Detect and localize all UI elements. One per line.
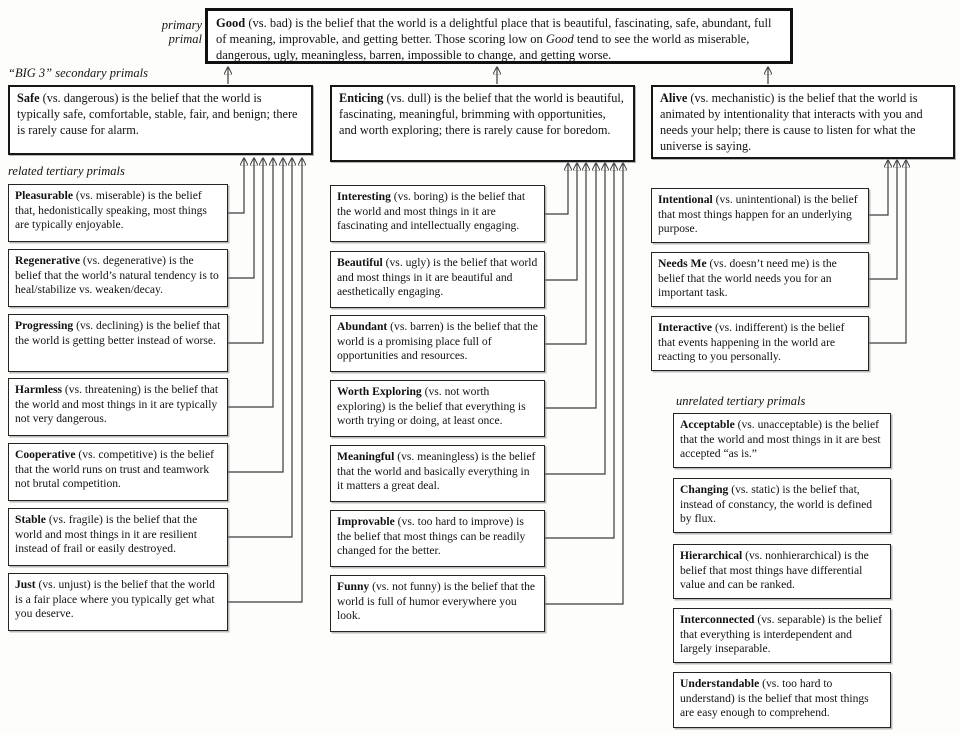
primal-term: Good [216,16,246,30]
label-primary-primal: primary primal [161,18,202,47]
label-related-tertiary: related tertiary primals [8,164,125,178]
primal-term: Alive [660,91,688,105]
primal-definition [658,257,862,301]
primal-box-regenerative [8,249,228,307]
primal-box-funny [330,575,545,632]
primal-definition [680,549,884,593]
primal-term: Improvable [337,515,395,528]
connector-worth-exploring [545,164,596,408]
primal-box-enticing [330,85,635,162]
primal-term: Just [15,578,36,591]
primal-box-safe [8,85,313,155]
primal-term: Interconnected [680,613,755,626]
primal-text: (vs. nonhierarchical) is the belief that most things have differential value and can be ranked. [680,549,869,592]
primal-box-harmless [8,378,228,436]
primal-text: (vs. fragile) is the belief that the world and most things in it are resilient instead of frail or easily destroyed. [15,513,198,556]
primal-term: Intentional [658,193,713,206]
primal-text: (vs. meaningless) is the belief that the world and basically everything in it matters a great deal. [337,450,536,493]
primal-term: Abundant [337,320,388,333]
primal-term: Changing [680,483,729,496]
primal-text: (vs. barren) is the belief that the world is a promising place full of opportunities and resources. [337,320,538,363]
primal-box-interesting [330,185,545,242]
connector-regenerative [228,159,254,278]
primal-box-improvable [330,510,545,567]
primal-text: (vs. unintentional) is the belief that most things happen for an underlying purpose. [658,193,858,236]
primal-term: Safe [17,91,40,105]
primal-text: (vs. competitive) is the belief that the world runs on trust and teamwork not brutal competition. [15,448,214,491]
primal-text: (vs. static) is the belief that, instead of constancy, the world is defined by flux. [680,483,873,526]
primal-definition [15,383,221,427]
primal-text: (vs. mechanistic) is the belief that the world is animated by intentionality that interacts with you and needs your help; there is cause to listen for what the universe is saying. [660,91,923,153]
primal-definition [337,580,538,624]
primal-definition [337,515,538,559]
primal-box-progressing [8,314,228,372]
primal-definition [15,189,221,233]
primal-text: (vs. unacceptable) is the belief that the world and most things in it are best accepted “as is.” [680,418,881,461]
connector-needs-me [869,161,897,279]
connector-stable [228,159,292,537]
primal-term: Cooperative [15,448,76,461]
primal-box-just [8,573,228,631]
connector-just [228,159,302,602]
primal-box-cooperative [8,443,228,501]
primal-term: Stable [15,513,46,526]
connector-pleasurable [228,159,244,213]
primal-text: (vs. indifferent) is the belief that events happening in the world are reacting to you personally. [658,321,845,364]
primal-box-worth-exploring [330,380,545,437]
primal-box-interconnected [673,608,891,663]
primal-term: Funny [337,580,370,593]
primal-text: (vs. dull) is the belief that the world is beautiful, fascinating, meaningful, brimming with opportunities, and worth exploring; there is rarely cause for boredom. [339,91,624,137]
primal-text: (vs. declining) is the belief that the world is getting better instead of worse. [15,319,221,347]
primal-term: Pleasurable [15,189,73,202]
primal-text: (vs. not funny) is the belief that the world is full of humor everywhere you look. [337,580,536,623]
primal-definition [15,513,221,557]
connector-progressing [228,159,263,343]
primal-term-italic: Good [545,32,574,46]
primal-definition [15,254,221,298]
primal-text: (vs. boring) is the belief that the world and most things in it are fascinating and intellectually engaging. [337,190,526,233]
primal-definition [17,91,304,139]
primal-box-meaningful [330,445,545,502]
primal-term: Worth Exploring [337,385,422,398]
primal-box-abundant [330,315,545,372]
primal-term: Progressing [15,319,74,332]
primal-box-good [205,8,793,64]
primal-box-pleasurable [8,184,228,242]
primal-definition [216,15,782,63]
primal-definition [680,418,884,462]
primal-definition [337,256,538,300]
primal-definition [658,193,862,237]
primal-box-intentional [651,188,869,243]
primal-text: (vs. too hard to understand) is the belief that most things are easy enough to comprehend. [680,677,869,720]
primal-definition [15,578,221,622]
connector-improvable [545,164,614,538]
primal-text: (vs. degenerative) is the belief that the world’s natural tendency is to heal/stabilize vs. weaken/decay. [15,254,219,297]
primal-definition [680,483,884,527]
primal-term: Needs Me [658,257,707,270]
primal-definition [680,677,884,721]
primal-definition [658,321,862,365]
primal-text: (vs. unjust) is the belief that the world is a fair place where you typically get what you deserve. [15,578,215,621]
primal-definition [15,448,221,492]
connector-harmless [228,159,273,407]
primal-term: Beautiful [337,256,383,269]
connector-beautiful [545,164,577,280]
connector-interesting [545,164,568,214]
connector-abundant [545,164,586,344]
primal-text: (vs. not worth exploring) is the belief that everything is worth trying or doing, at least once. [337,385,526,428]
primal-term: Interactive [658,321,713,334]
primal-definition [337,190,538,234]
primal-box-interactive [651,316,869,371]
primal-text: (vs. separable) is the belief that everything is interdependent and largely inseparable. [680,613,882,656]
primal-definition [339,91,626,139]
primal-term: Meaningful [337,450,395,463]
connector-funny [545,164,623,604]
label-unrelated-tertiary: unrelated tertiary primals [676,394,806,408]
primal-text: (vs. too hard to improve) is the belief that most things can be readily changed for the better. [337,515,526,558]
primal-box-alive [651,85,955,159]
primal-box-stable [8,508,228,566]
primal-definition [660,91,946,155]
primal-definition [337,450,538,494]
connector-meaningful [545,164,605,474]
primal-box-changing [673,478,891,533]
connector-intentional [869,161,888,215]
primal-term: Regenerative [15,254,81,267]
primal-definition [680,613,884,657]
primal-term: Interesting [337,190,391,203]
primal-box-beautiful [330,251,545,308]
primal-definition [337,385,538,429]
primal-definition [337,320,538,364]
primal-term: Hierarchical [680,549,743,562]
primal-box-understandable [673,672,891,728]
primal-text: (vs. dangerous) is the belief that the world is typically safe, comfortable, stable, fair, and benign; there is rarely cause for alarm. [17,91,298,137]
primal-text: tend to see the world as miserable, dangerous, ugly, meaningless, barren, impossible to change, and getting worse. [216,32,750,62]
connector-interactive [869,161,906,343]
primal-box-hierarchical [673,544,891,599]
primal-term: Understandable [680,677,760,690]
label-secondary-primals: “BIG 3” secondary primals [8,66,148,80]
primal-text: (vs. doesn’t need me) is the belief that the world needs you for an important task. [658,257,837,300]
primal-text: (vs. bad) is the belief that the world is a delightful place that is beautiful, fascinating, safe, abundant, full of meaning, improvable, and getting better. Those scoring low on [216,16,772,46]
primal-text: (vs. threatening) is the belief that the world and most things in it are typically not very dangerous. [15,383,219,426]
primal-definition [15,319,221,348]
primal-text: (vs. miserable) is the belief that, hedonistically speaking, most things are typically enjoyable. [15,189,207,232]
primal-term: Harmless [15,383,63,396]
primal-box-needs-me [651,252,869,307]
primal-box-acceptable [673,413,891,468]
primal-term: Acceptable [680,418,735,431]
primal-term: Enticing [339,91,384,105]
primal-text: (vs. ugly) is the belief that world and most things in it are beautiful and aesthetically engaging. [337,256,538,299]
connector-cooperative [228,159,283,472]
